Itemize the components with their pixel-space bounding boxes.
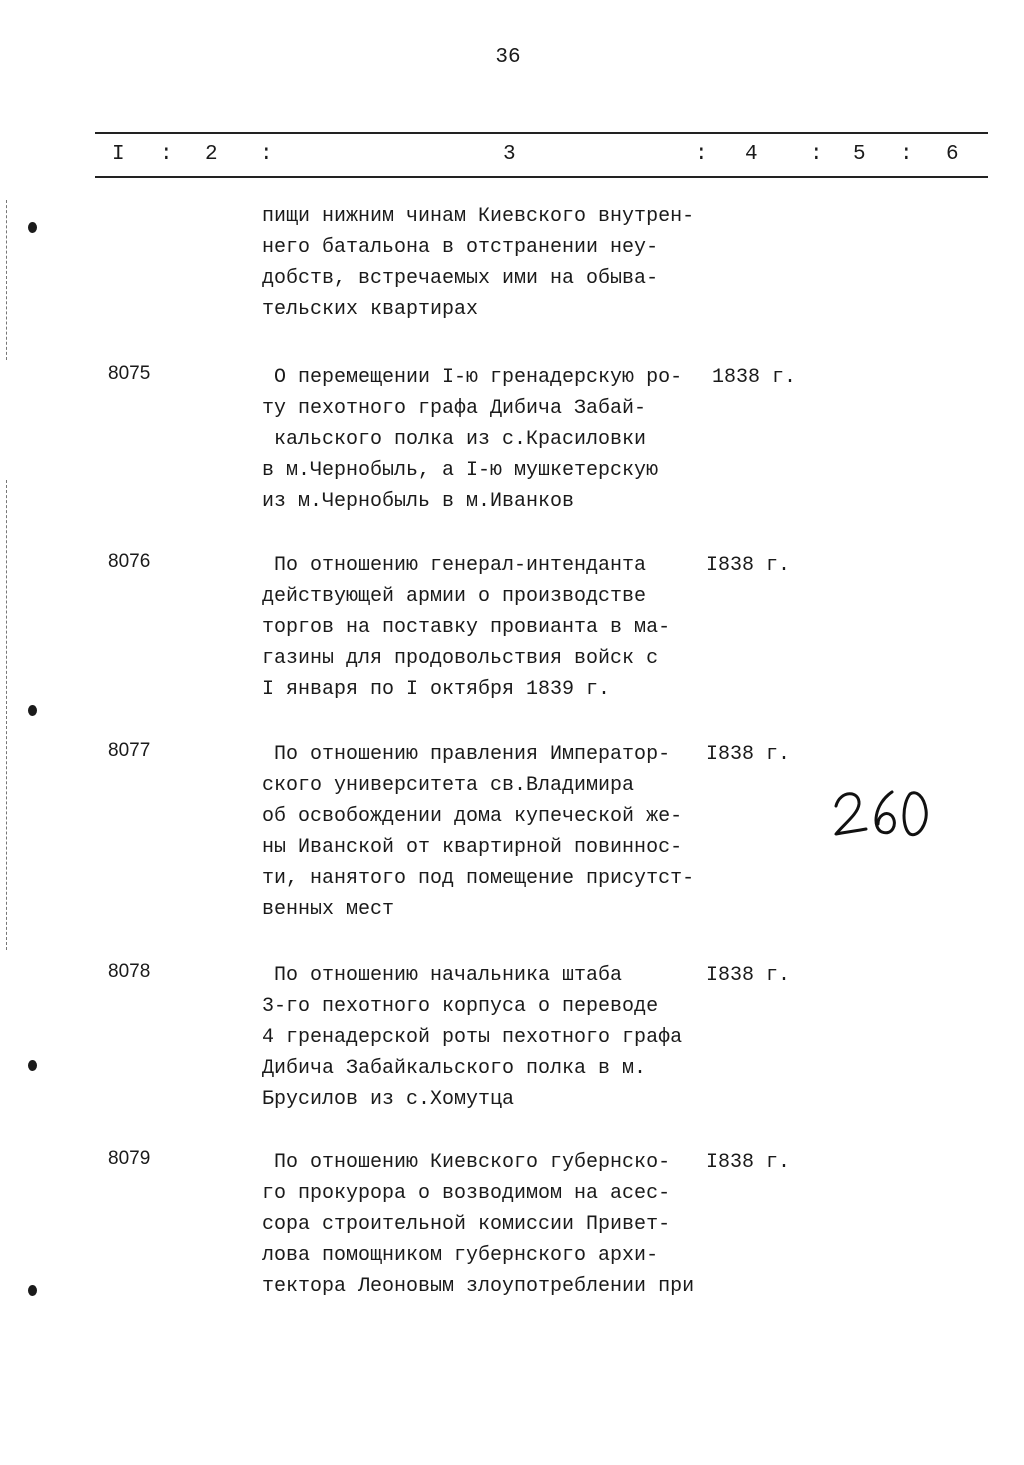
column-separator: : [900,143,913,166]
column-header-4: 4 [745,143,758,166]
description-line: О перемещении I-ю гренадерскую ро- [262,366,683,389]
description-line: Дибича Забайкальского полка в м. [262,1057,647,1080]
description-line: го прокурора о возводимом на асес- [262,1182,671,1205]
entry-description [262,1147,732,1302]
entry-number: 8077 [108,740,151,761]
handwritten-folio-number [832,784,942,844]
header-top-rule [95,132,988,134]
entry-year: I838 г. [706,1151,791,1174]
description-line: сора строительной комиссии Привет- [262,1213,671,1236]
entry-description [262,739,732,925]
entry-description [262,362,732,517]
binding-hole [28,1060,37,1071]
description-line: добств, встречаемых ими на обыва- [262,267,659,290]
description-line: По отношению начальника штаба [262,964,623,987]
entry-year: 1838 г. [712,366,797,389]
header-bottom-rule [95,176,988,178]
description-line: кальского полка из с.Красиловки [262,428,647,451]
binding-hole [28,1285,37,1296]
description-line: него батальона в отстранении неу- [262,236,659,259]
column-header-2: 2 [205,143,218,166]
entry-description [262,201,732,325]
description-line: тектора Леоновым злоупотреблении при [262,1275,695,1298]
description-line: тельских квартирах [262,298,479,321]
description-line: 4 гренадерской роты пехотного графа [262,1026,683,1049]
description-line: ти, нанятого под помещение присутст- [262,867,695,890]
column-separator: : [160,143,173,166]
description-line: в м.Чернобыль, а I-ю мушкетерскую [262,459,659,482]
description-line: торгов на поставку провианта в ма- [262,616,671,639]
description-line: из м.Чернобыль в м.Иванков [262,490,575,513]
description-line: газины для продовольствия войск с [262,647,659,670]
description-line: 3-го пехотного корпуса о переводе [262,995,659,1018]
description-line: I января по I октября 1839 г. [262,678,611,701]
description-line: действующей армии о производстве [262,585,647,608]
column-header-5: 5 [853,143,866,166]
column-header-1: I [112,143,125,166]
description-line: лова помощником губернского архи- [262,1244,659,1267]
binding-hole [28,705,37,716]
entry-year: I838 г. [706,964,791,987]
scan-edge-mark [6,480,7,950]
description-line: венных мест [262,898,395,921]
description-line: ту пехотного графа Дибича Забай- [262,397,647,420]
description-line: пищи нижним чинам Киевского внутрен- [262,205,695,228]
page-number: 36 [495,46,521,69]
description-line: По отношению Киевского губернско- [262,1151,671,1174]
description-line: По отношению генерал-интенданта [262,554,647,577]
column-separator: : [810,143,823,166]
entry-number: 8075 [108,363,151,384]
description-line: об освобождении дома купеческой же- [262,805,683,828]
binding-hole [28,222,37,233]
column-header-6: 6 [946,143,959,166]
entry-year: I838 г. [706,743,791,766]
description-line: Брусилов из с.Хомутца [262,1088,515,1111]
entry-number: 8079 [108,1148,151,1169]
scan-edge-mark [6,200,7,360]
column-header-3: 3 [503,143,516,166]
entry-number: 8076 [108,551,151,572]
entry-year: I838 г. [706,554,791,577]
description-line: По отношению правления Император- [262,743,671,766]
description-line: ского университета св.Владимира [262,774,635,797]
entry-description [262,550,732,705]
column-separator: : [695,143,708,166]
entry-description [262,960,732,1115]
entry-number: 8078 [108,961,151,982]
description-line: ны Иванской от квартирной повиннос- [262,836,683,859]
column-separator: : [260,143,273,166]
